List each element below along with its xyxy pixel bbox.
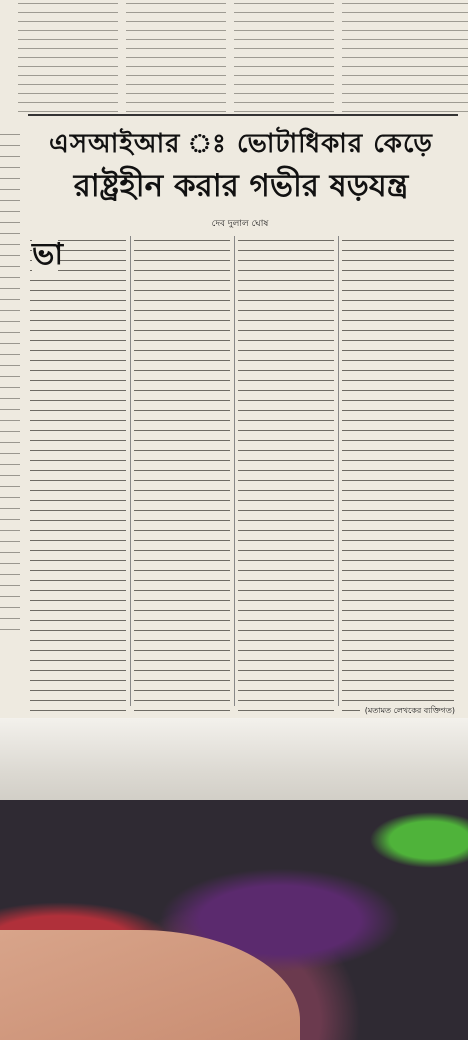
author-disclaimer: (মতামত লেখকের ব্যক্তিগত) [360,705,455,719]
article-column-1 [30,236,126,716]
column-rule [130,236,131,706]
article-headline: রাষ্ট্রহীন করার গভীর ষড়যন্ত্র [73,168,409,204]
text-column [18,0,118,112]
article-column-3 [238,236,334,716]
drop-cap: ভা [32,237,64,272]
top-divider [28,114,458,116]
paper-fold [0,718,468,808]
article-column-4 [342,236,454,716]
article-byline: দেব দুলাল ঘোষ [211,219,269,229]
column-rule [338,236,339,706]
text-column [342,0,468,112]
article-kicker: এসআইআর ঃ ভোটাধিকার কেড়ে [49,129,433,159]
previous-article-columns [18,0,468,112]
article-column-2 [134,236,230,716]
text-column [126,0,226,112]
adjacent-page-edge [0,130,20,630]
headline-block [30,118,452,214]
text-column [234,0,334,112]
column-rule [234,236,235,706]
